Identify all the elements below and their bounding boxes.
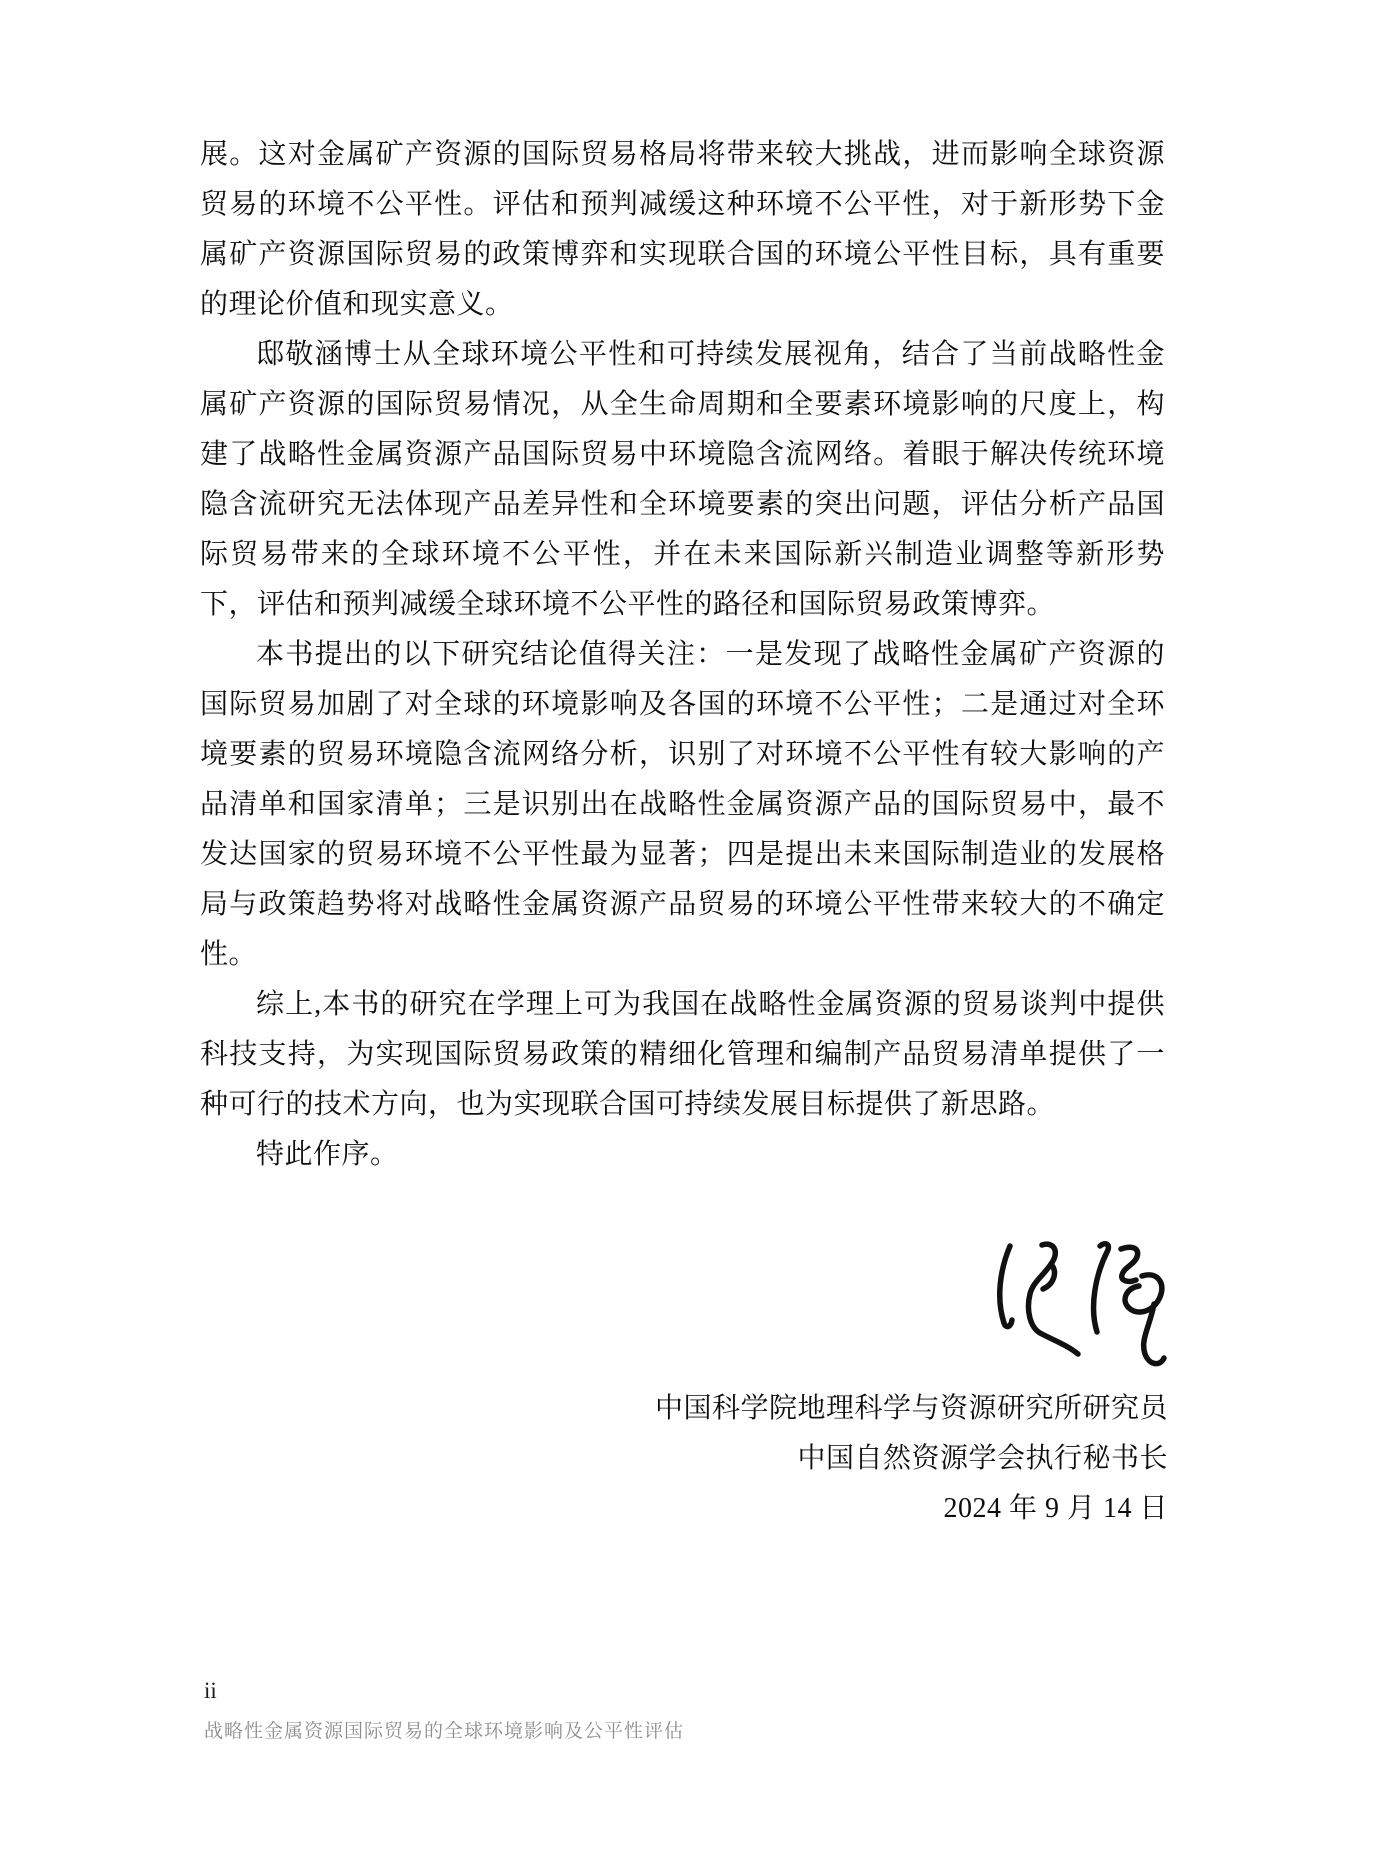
affiliation-line-1: 中国科学院地理科学与资源研究所研究员 (654, 1393, 1168, 1424)
signature-block (655, 1384, 1168, 1534)
paragraph: 邸敬涵博士从全球环境公平性和可持续发展视角，结合了当前战略性金属矿产资源的国际贸易情况，从全生命周期和全要素环境影响的尺度上，构建了战略性金属资源产品国际贸易中环境隐含流网络。着眼于解决传统环境隐含流研究无法体现产品差异性和全环境要素的突出问题，评估分析产品国际贸易带来的全球环境不公平性，并在未来国际新兴制造业调整等新形势下，评估和预判减缓全球环境不公平性的路径和国际贸易政策博弈。 (200, 339, 1165, 620)
handwritten-signature-image (993, 1236, 1178, 1381)
preface-body (200, 130, 1165, 1180)
page-number: ii (204, 1678, 217, 1703)
paragraph: 展。这对金属矿产资源的国际贸易格局将带来较大挑战，进而影响全球资源贸易的环境不公平性。评估和预判减缓这种环境不公平性，对于新形势下金属矿产资源国际贸易的政策博弈和实现联合国的环境公平性目标，具有重要的理论价值和现实意义。 (200, 139, 1165, 320)
running-title: 战略性金属资源国际贸易的全球环境影响及公平性评估 (204, 1721, 685, 1742)
paragraph: 综上,本书的研究在学理上可为我国在战略性金属资源的贸易谈判中提供科技支持，为实现国际贸易政策的精细化管理和编制产品贸易清单提供了一种可行的技术方向，也为实现联合国可持续发展目标提供了新思路。 (200, 989, 1165, 1120)
affiliation-line-2: 中国自然资源学会执行秘书长 (797, 1443, 1168, 1474)
paragraph: 本书提出的以下研究结论值得关注：一是发现了战略性金属矿产资源的国际贸易加剧了对全球的环境影响及各国的环境不公平性；二是通过对全环境要素的贸易环境隐含流网络分析，识别了对环境不公平性有较大影响的产品清单和国家清单；三是识别出在战略性金属资源产品的国际贸易中，最不发达国家的贸易环境不公平性最为显著；四是提出未来国际制造业的发展格局与政策趋势将对战略性金属资源产品贸易的环境公平性带来较大的不确定性。 (200, 639, 1165, 970)
page-footer (204, 1678, 684, 1743)
paragraph: 特此作序。 (256, 1139, 399, 1170)
date-line: 2024 年 9 月 14 日 (943, 1493, 1168, 1524)
